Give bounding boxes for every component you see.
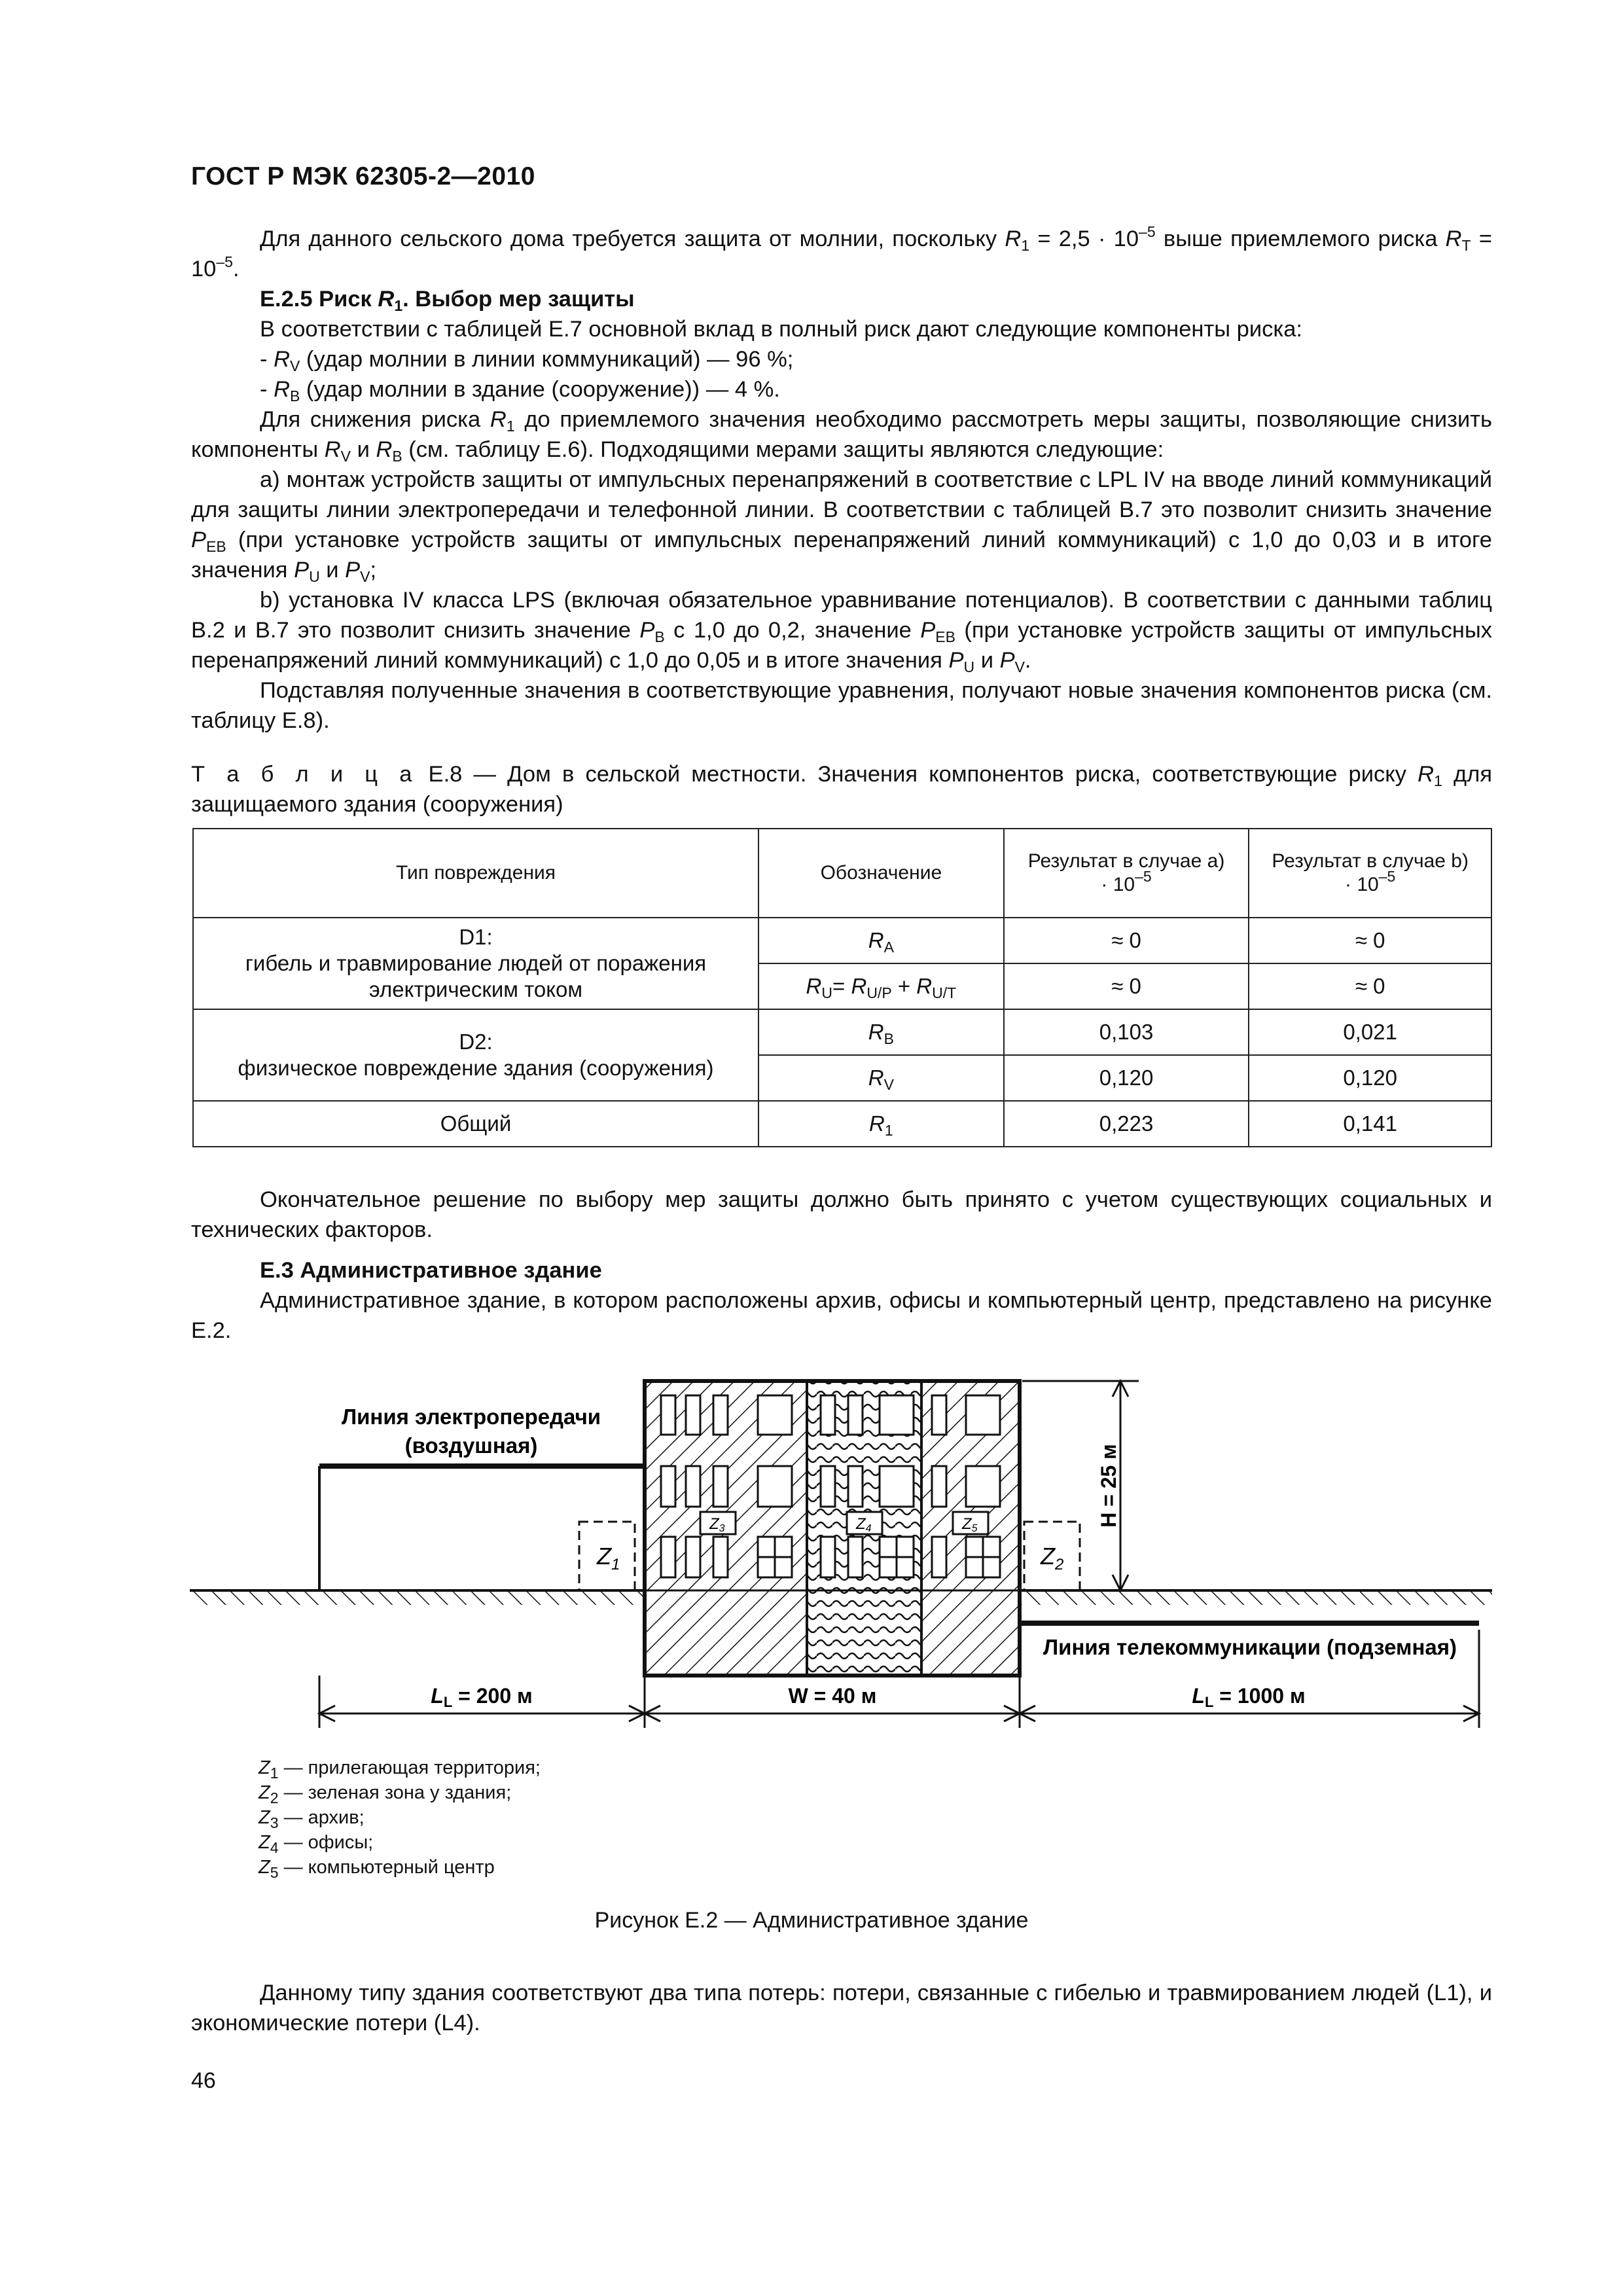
value-a: 0,103: [1004, 1009, 1249, 1055]
table-caption: Т а б л и ц а Е.8 — Дом в сельской местности. Значения компонентов риска, соответствующие риску $R_1$ для защищаемого здания (сооружения): [191, 762, 1493, 817]
value-a: 0,223: [1004, 1101, 1249, 1147]
telecom-line: [1020, 1623, 1479, 1659]
zone-z2: [1024, 1522, 1080, 1590]
symbol-rv: $R_V$: [758, 1055, 1004, 1101]
legend-item: $Z_3$ — архив;: [259, 1807, 365, 1831]
legend-item: $Z_2$ — зеленая зона у здания;: [259, 1782, 512, 1806]
col-header-result-b: Результат в случае b) · $10^{-5}$: [1249, 829, 1491, 918]
zone-z1: [579, 1522, 635, 1590]
building-figure: [0, 1361, 1623, 1741]
risk-list-item-rv: - $R_V$ (удар молнии в линии коммуникаций) — 96 %;: [260, 347, 794, 374]
section-e25-p2: Для снижения риска $R_1$ до приемлемого значения необходимо рассмотреть меры защиты, позволяющие снизить компоненты $R_V$ и $R_B$ (см. таблицу Е.6). Подходящими мерами защиты являются следующие:: [191, 407, 1492, 465]
value-b: ≈ 0: [1249, 918, 1491, 963]
section-e3-p1: Административное здание, в котором расположены архив, офисы и компьютерный центр, представлено на рисунке Е.2.: [191, 1288, 1492, 1343]
symbol-rb: $R_B$: [758, 1009, 1004, 1055]
zone-z3-label: Z3: [709, 1515, 725, 1534]
value-a: ≈ 0: [1004, 963, 1249, 1009]
measure-b: b) установка IV класса LPS (включая обязательное уравнивание потенциалов). В соответствии с данными таблиц В.2 и В.7 это позволит снизить значение $P_B$ с 1,0 до 0,2, значение $P_{EB}$ (при установке устройств защиты от импульсных перенапряжений линий коммуникаций) с 1,0 до 0,05 и в итоге значения $P_U$ и $P_V$.: [191, 588, 1493, 675]
section-e3-heading: Е.3 Административное здание: [260, 1258, 602, 1283]
value-a: ≈ 0: [1004, 918, 1249, 963]
final-text: [191, 1978, 1492, 2038]
length-left-label: LL = 200 м: [431, 1684, 533, 1710]
svg-text:Z2: $Z_2$: [1041, 1543, 1064, 1573]
legend-item: $Z_4$ — офисы;: [259, 1832, 374, 1856]
intro-text: [191, 224, 1492, 736]
losses-paragraph: Данному типу здания соответствуют два типа потерь: потери, связанные с гибелью и травмированием людей (L1), и экономические потери (L4).: [191, 1981, 1492, 2036]
legend-item: $Z_1$ — прилегающая территория;: [259, 1757, 541, 1782]
damage-type-d1: D1: гибель и травмирование людей от поражения электрическим током: [193, 918, 758, 1009]
svg-text:Z1: $Z_1$: [597, 1543, 620, 1573]
legend-item: $Z_5$ — компьютерный центр: [259, 1857, 495, 1881]
final-decision-paragraph: Окончательное решение по выбору мер защиты должно быть принято с учетом существующих социальных и технических факторов.: [191, 1187, 1492, 1242]
intro-paragraph: Для данного сельского дома требуется защита от молнии, поскольку $R_1 = 2,5 \cdot 10^{-5}$ выше приемлемого риска $R_T = 10^{-5}$.: [191, 223, 1492, 281]
svg-text:Линия телекоммуникации (подзем: Линия телекоммуникации (подземная): [1043, 1635, 1457, 1659]
risk-table: [192, 828, 1492, 1147]
width-label: W = 40 м: [788, 1684, 877, 1708]
value-b: 0,120: [1249, 1055, 1491, 1101]
height-label: H = 25 м: [1097, 1444, 1120, 1528]
svg-text:(воздушная): (воздушная): [404, 1433, 538, 1458]
value-b: 0,021: [1249, 1009, 1491, 1055]
svg-text:Линия электропередачи: Линия электропередачи: [341, 1405, 601, 1429]
table-row: [193, 918, 1491, 963]
table-row-total: [193, 1101, 1491, 1147]
value-b: 0,141: [1249, 1101, 1491, 1147]
zone-z5-label: Z5: [962, 1515, 978, 1534]
value-b: ≈ 0: [1249, 963, 1491, 1009]
section-e25-p3: Подставляя полученные значения в соответствующие уравнения, получают новые значения компонентов риска (см. таблицу Е.8).: [191, 678, 1492, 733]
symbol-ru: $R_U= R_{U/P} + R_{U/T}$: [758, 963, 1004, 1009]
building: [645, 1381, 1020, 1676]
measure-a: a) монтаж устройств защиты от импульсных перенапряжений в соответствие с LPL IV на вводе линий коммуникаций для защиты линии электропередачи и телефонной линии. В соответствии с таблицей В.7 это позволит снизить значение $P_{EB}$ (при установке устройств защиты от импульсных перенапряжений линий коммуникаций) с 1,0 до 0,03 и в итоге значения $P_U$ и $P_V$;: [191, 467, 1492, 585]
after-table-text: [191, 1185, 1492, 1346]
symbol-r1: $R_1$: [758, 1101, 1004, 1147]
figure-caption: Рисунок Е.2 — Административное здание: [594, 1908, 1029, 1933]
col-header-result-a: Результат в случае a) · $10^{-5}$: [1004, 829, 1249, 918]
table-header-row: [193, 829, 1491, 918]
length-right-label: LL = 1000 м: [1192, 1684, 1306, 1710]
value-a: 0,120: [1004, 1055, 1249, 1101]
page-number: 46: [191, 2068, 216, 2093]
damage-type-d2: D2: физическое повреждение здания (сооружения): [193, 1009, 758, 1101]
col-header-type: Тип повреждения: [193, 829, 758, 918]
document-header: ГОСТ Р МЭК 62305-2—2010: [191, 162, 535, 190]
power-line: [319, 1405, 645, 1592]
table-row: [193, 1009, 1491, 1055]
figure-legend: [259, 1755, 541, 1880]
risk-list-item-rb: - $R_B$ (удар молнии в здание (сооружение)) — 4 %.: [260, 377, 780, 404]
col-header-symbol: Обозначение: [758, 829, 1004, 918]
section-e25-heading: Е.2.5 Риск $R_1$. Выбор мер защиты: [260, 287, 635, 314]
symbol-ra: $R_A$: [758, 918, 1004, 963]
section-e25-p1: В соответствии с таблицей Е.7 основной вклад в полный риск дают следующие компоненты риска:: [260, 317, 1302, 342]
zone-z4-label: Z4: [856, 1515, 872, 1534]
total-label: Общий: [193, 1101, 758, 1147]
